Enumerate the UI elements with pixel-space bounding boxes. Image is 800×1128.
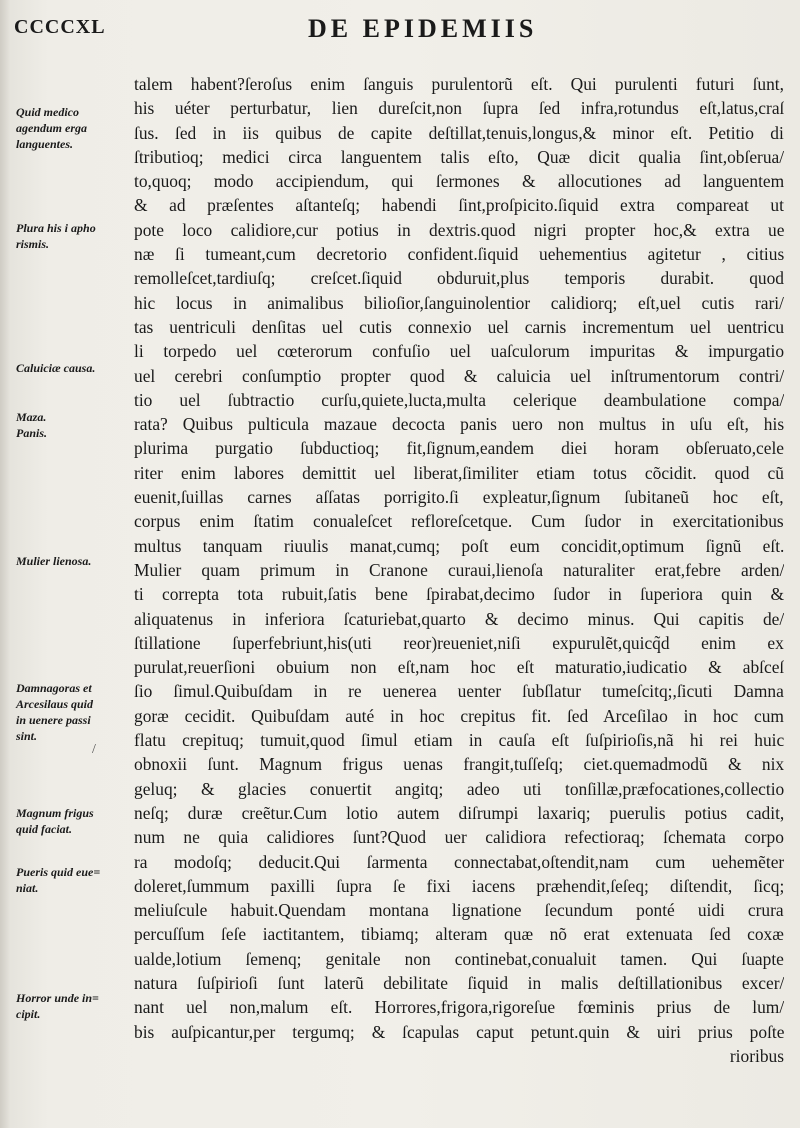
text-line: aliquatenus in inferiora ſcaturiebat,quarto & decimo minus. Qui capitis de/ — [134, 608, 784, 629]
text-line: bis auſpicantur,per tergumq; & ſcapulas caput petunt.quin & uiri prius poſte — [134, 1021, 784, 1042]
text-line: plurima purgatio ſubductioq; fit,ſignum,eandem diei horam obſeruato,cele — [134, 438, 784, 459]
text-line: nant uel non,malum eſt. Horrores,frigora,rigoreſue fœminis prius de lum/ — [134, 997, 784, 1018]
running-head: DE EPIDEMIIS — [308, 14, 538, 43]
margin-note: Pueris quid eue= niat. — [16, 865, 101, 895]
text-line: euenit,ſuillas carnes aſſatas porrigito.ſi expleatur,ſignum ſubitaneũ hoc eſt, — [134, 487, 784, 508]
margin-note: Quid medico agendum erga languentes. — [16, 105, 88, 151]
text-line: num ne quia calidiores ſunt?Quod uer calidiora refectioraq; ſchemata corpo — [134, 827, 784, 848]
text-line: ra modoſq; deducit.Qui ſarmenta connectabat,oſtendit,nam cum uehemẽter — [134, 851, 784, 872]
text-line: doleret,ſummum paxilli ſupra ſe fixi iacens præhendit,ſeſeq; diſtendit, ſicq; — [134, 875, 784, 896]
text-line: & ad præſentes aſtanteſq; habendi ſint,proſpicito.ſiquid extra compareat ut — [134, 195, 784, 216]
margin-note: Caluiciæ causa. — [16, 361, 96, 375]
text-line: ſtributioq; medici circa languentem talis eſto, Quæ dicit qualia ſint,obſerua/ — [134, 146, 784, 167]
body-text — [134, 72, 784, 1068]
margin-note: Damnagoras et Arcesilaus quid in uenere passi sint. — [16, 681, 94, 743]
margin-note: Maza. Panis. — [16, 410, 48, 440]
text-line: pote loco calidiore,cur potius in dextris.quod nigri propter hoc,& extra ue — [134, 219, 784, 240]
margin-note: Magnum frigus quid faciat. — [16, 806, 94, 836]
text-line: rata? Quibus pulticula mazaue decocta panis uero non multus in uſu eſt, his — [134, 414, 784, 435]
text-line: neſq; duræ creẽtur.Cum lotio autem diſrumpi laxariq; puerulis potius cadit, — [134, 802, 784, 823]
text-line: to,quoq; modo accipiendum, qui ſermones & allocutiones ad languentem — [134, 171, 784, 192]
text-line: uel cerebri conſumptio propter quod & caluicia uel inſtrumentorum contri/ — [134, 365, 784, 386]
text-line: ſus. ſed in iis quibus de capite deſtillat,tenuis,longus,& minor eſt. Petitio di — [134, 122, 784, 143]
text-line: rioribus — [729, 1045, 784, 1066]
text-line: riter enim labores demittit uel liberat,ſimiliter etiam totus cõcidit. quod cũ — [134, 462, 784, 483]
text-line: geluq; & glacies conuertit angitq; adeo uti tonſillæ,præfocationes,collectio — [134, 778, 784, 799]
text-line: goræ cecidit. Quibuſdam auté in hoc crepitus fit. ſed Arceſilao in hoc cum — [134, 705, 784, 726]
margin-note: Plura his i apho rismis. — [16, 221, 96, 251]
text-line: purulat,reuerſioni obuium non eſt,nam hoc eſt maturatio,iudicatio & abſceſ — [134, 657, 784, 678]
text-line: ualde,lotium ſemenq; genitale non continebat,conualuit tamen. Qui ſuapte — [134, 948, 784, 969]
text-line: Mulier quam primum in Cranone curaui,lienoſa naturaliter erat,febre arden/ — [134, 559, 784, 580]
text-line: ſio ſimul.Quibuſdam in re uenerea uenter ſubſlatur tumeſcitq;,ſicuti Damna — [134, 681, 784, 702]
text-line: multus tanquam riuulis manat,cumq; poſt eum concidit,optimum ſignũ eſt. — [134, 535, 784, 556]
text-line: remolleſcet,tardiuſq; creſcet.ſiquid obduruit,plus temporis durabit. quod — [134, 268, 784, 289]
text-line: meliuſcule habuit.Quendam montana lignatione ſecundum ponté uidi crura — [134, 900, 784, 921]
text-line: corpus enim ſtatim conualeſcet refloreſcetque. Cum ſudor in exercitationibus — [134, 511, 784, 532]
folio-number: CCCCXL — [14, 16, 106, 38]
text-line: tio uel ſubtractio curſu,quiete,lucta,multa celerique deambulatione compa/ — [134, 389, 784, 410]
text-line: flatu crepituq; tumuit,quod ſimul etiam in cauſa eſt ſuſpirioſis,nã hi rei huic — [134, 730, 784, 751]
text-line: ti correpta tota rubuit,ſatis bene ſpirabat,decimo ſudor in ſuperiora quin & — [134, 584, 784, 605]
margin-note: Horror unde in= cipit. — [16, 991, 99, 1021]
text-line: ſtillatione ſuperfebriunt,his(uti reor)reueniet,niſi expurulẽt,quicq̃d enim ex — [134, 632, 784, 653]
text-line: his uéter perturbatur, lien dureſcit,non ſupra ſed infra,rotundus eſt,latus,craſ — [134, 98, 784, 119]
margin-notes — [0, 0, 128, 1128]
text-line: natura ſuſpirioſi ſunt laterũ debilitate ſiquid in malis deſtillationibus excer/ — [134, 972, 784, 993]
text-line: talem habent?ſeroſus enim ſanguis purulentorũ eſt. Qui purulenti futuri ſunt, — [134, 74, 784, 94]
text-line: hic locus in animalibus bilioſior,ſanguinolentior calidiorq; eſt,uel cutis rari/ — [134, 292, 784, 313]
text-line: obnoxii ſunt. Magnum frigus uenas frangit,tuſſeſq; ciet.quemadmodũ & nix — [134, 754, 784, 775]
margin-note: Mulier lienosa. — [16, 554, 92, 568]
text-line: næ ſi tumeant,cum decretorio confident.ſiquid uehementius agitetur , citius — [134, 244, 784, 265]
text-line: li torpedo uel cœterorum confuſio uel uaſculorum impuritas & impurgatio — [134, 341, 784, 362]
stray-mark: / — [92, 742, 96, 757]
text-line: percuſſum ſeſe iactitantem, tibiamq; alteram quæ nõ erat extenuata ſed coxæ — [134, 924, 784, 945]
text-line: tas uentriculi denſitas uel cutis connexio uel carnis incrementum uel uentricu — [134, 316, 784, 337]
